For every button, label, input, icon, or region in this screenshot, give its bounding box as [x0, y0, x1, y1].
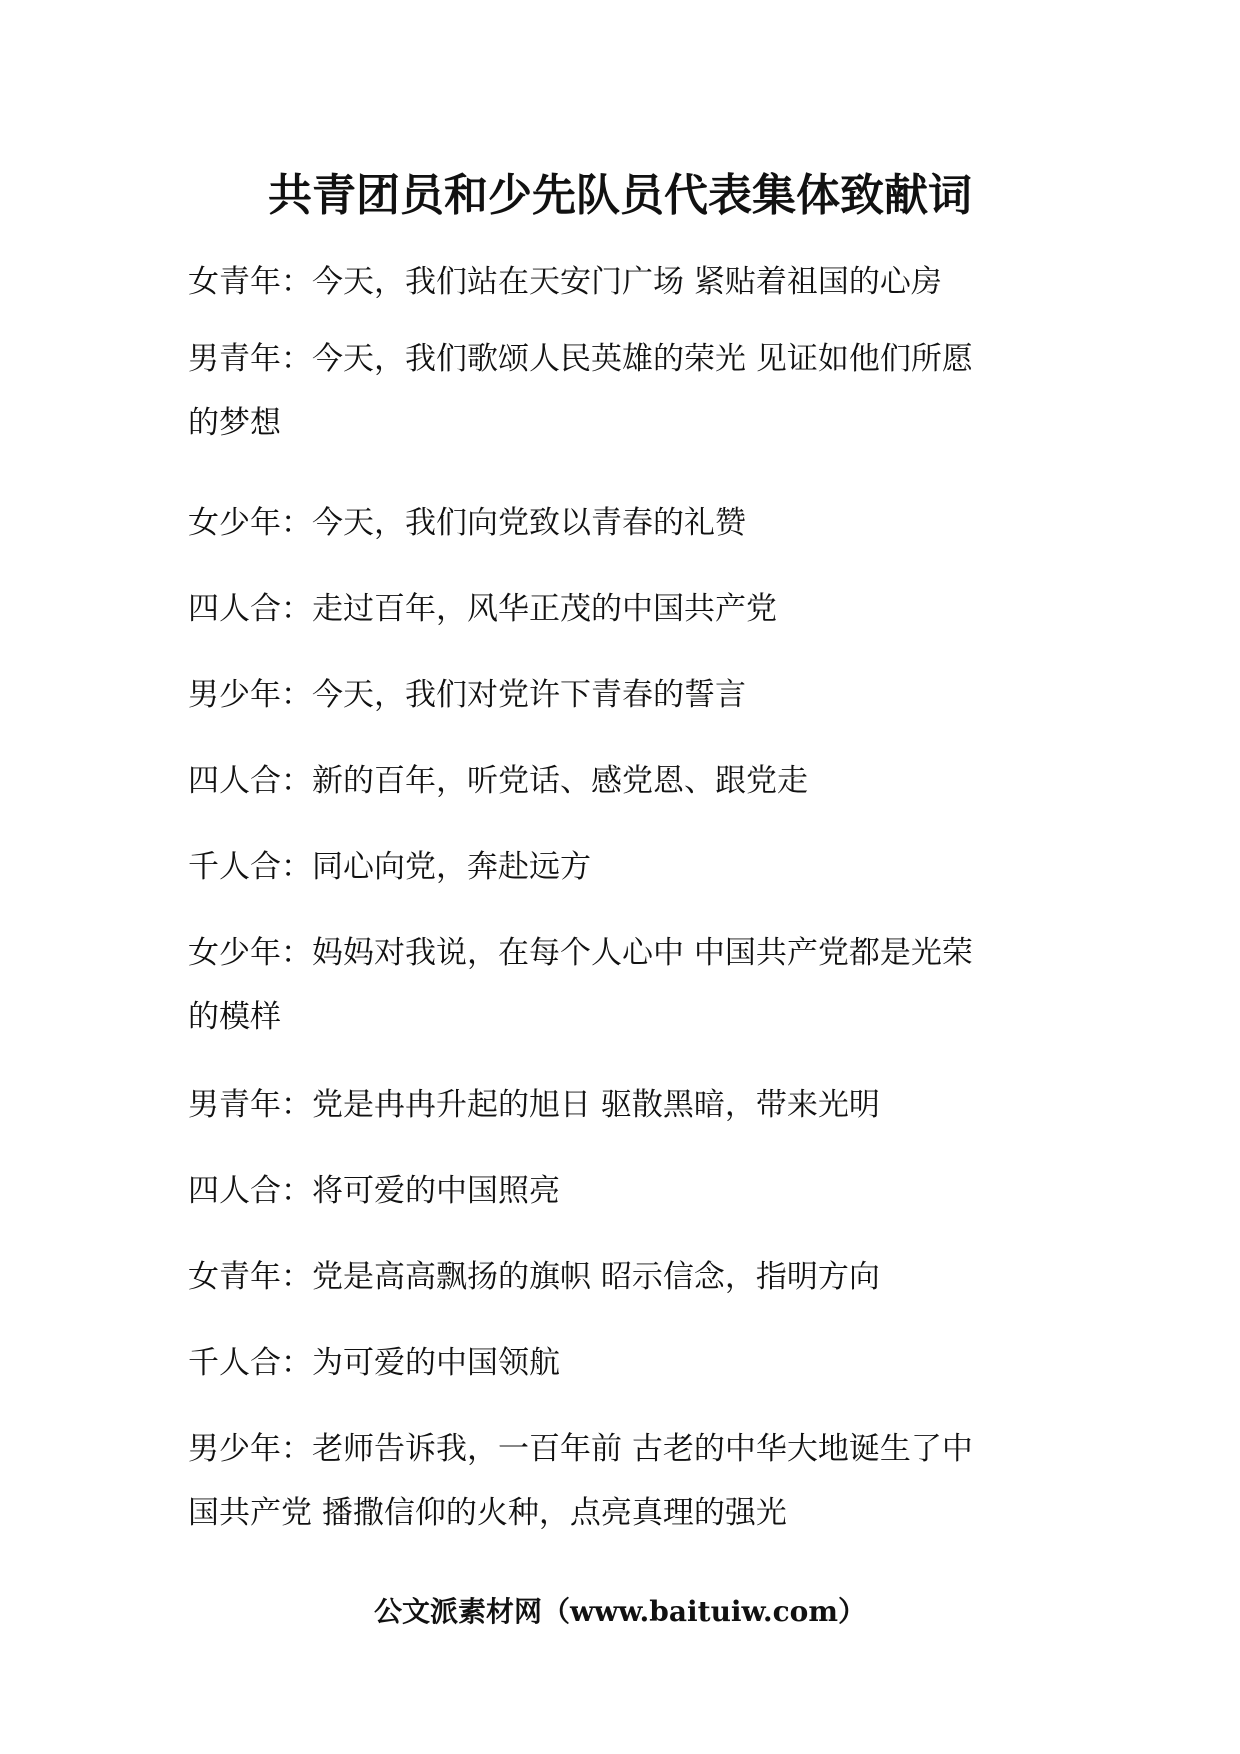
text-line: 四人合：走过百年，风华正茂的中国共产党 — [188, 591, 777, 627]
text-line: 男少年：老师告诉我，一百年前 古老的中华大地诞生了中 — [188, 1431, 973, 1467]
text-line: 的梦想 — [188, 405, 281, 441]
text-line: 女少年：妈妈对我说，在每个人心中 中国共产党都是光荣 — [188, 935, 973, 971]
text-line: 千人合：同心向党，奔赴远方 — [188, 849, 591, 885]
text-line: 四人合：将可爱的中国照亮 — [188, 1173, 560, 1209]
text-line: 男少年：今天，我们对党许下青春的誓言 — [188, 677, 746, 713]
text-line: 国共产党 播撒信仰的火种，点亮真理的强光 — [188, 1495, 787, 1531]
text-line: 四人合：新的百年，听党话、感党恩、跟党走 — [188, 763, 808, 799]
text-line: 女青年：党是高高飘扬的旗帜 昭示信念，指明方向 — [188, 1259, 880, 1295]
text-line: 女少年：今天，我们向党致以青春的礼赞 — [188, 505, 746, 541]
text-line: 女青年：今天，我们站在天安门广场 紧贴着祖国的心房 — [188, 264, 942, 300]
document-title: 共青团员和少先队员代表集体致献词 — [268, 170, 972, 221]
text-line: 男青年：今天，我们歌颂人民英雄的荣光 见证如他们所愿 — [188, 341, 973, 377]
text-line: 男青年：党是冉冉升起的旭日 驱散黑暗，带来光明 — [188, 1087, 880, 1123]
text-line: 的模样 — [188, 999, 281, 1035]
text-line: 千人合：为可爱的中国领航 — [188, 1345, 560, 1381]
footer-source: 公文派素材网（www.baituiw.com） — [374, 1595, 866, 1628]
